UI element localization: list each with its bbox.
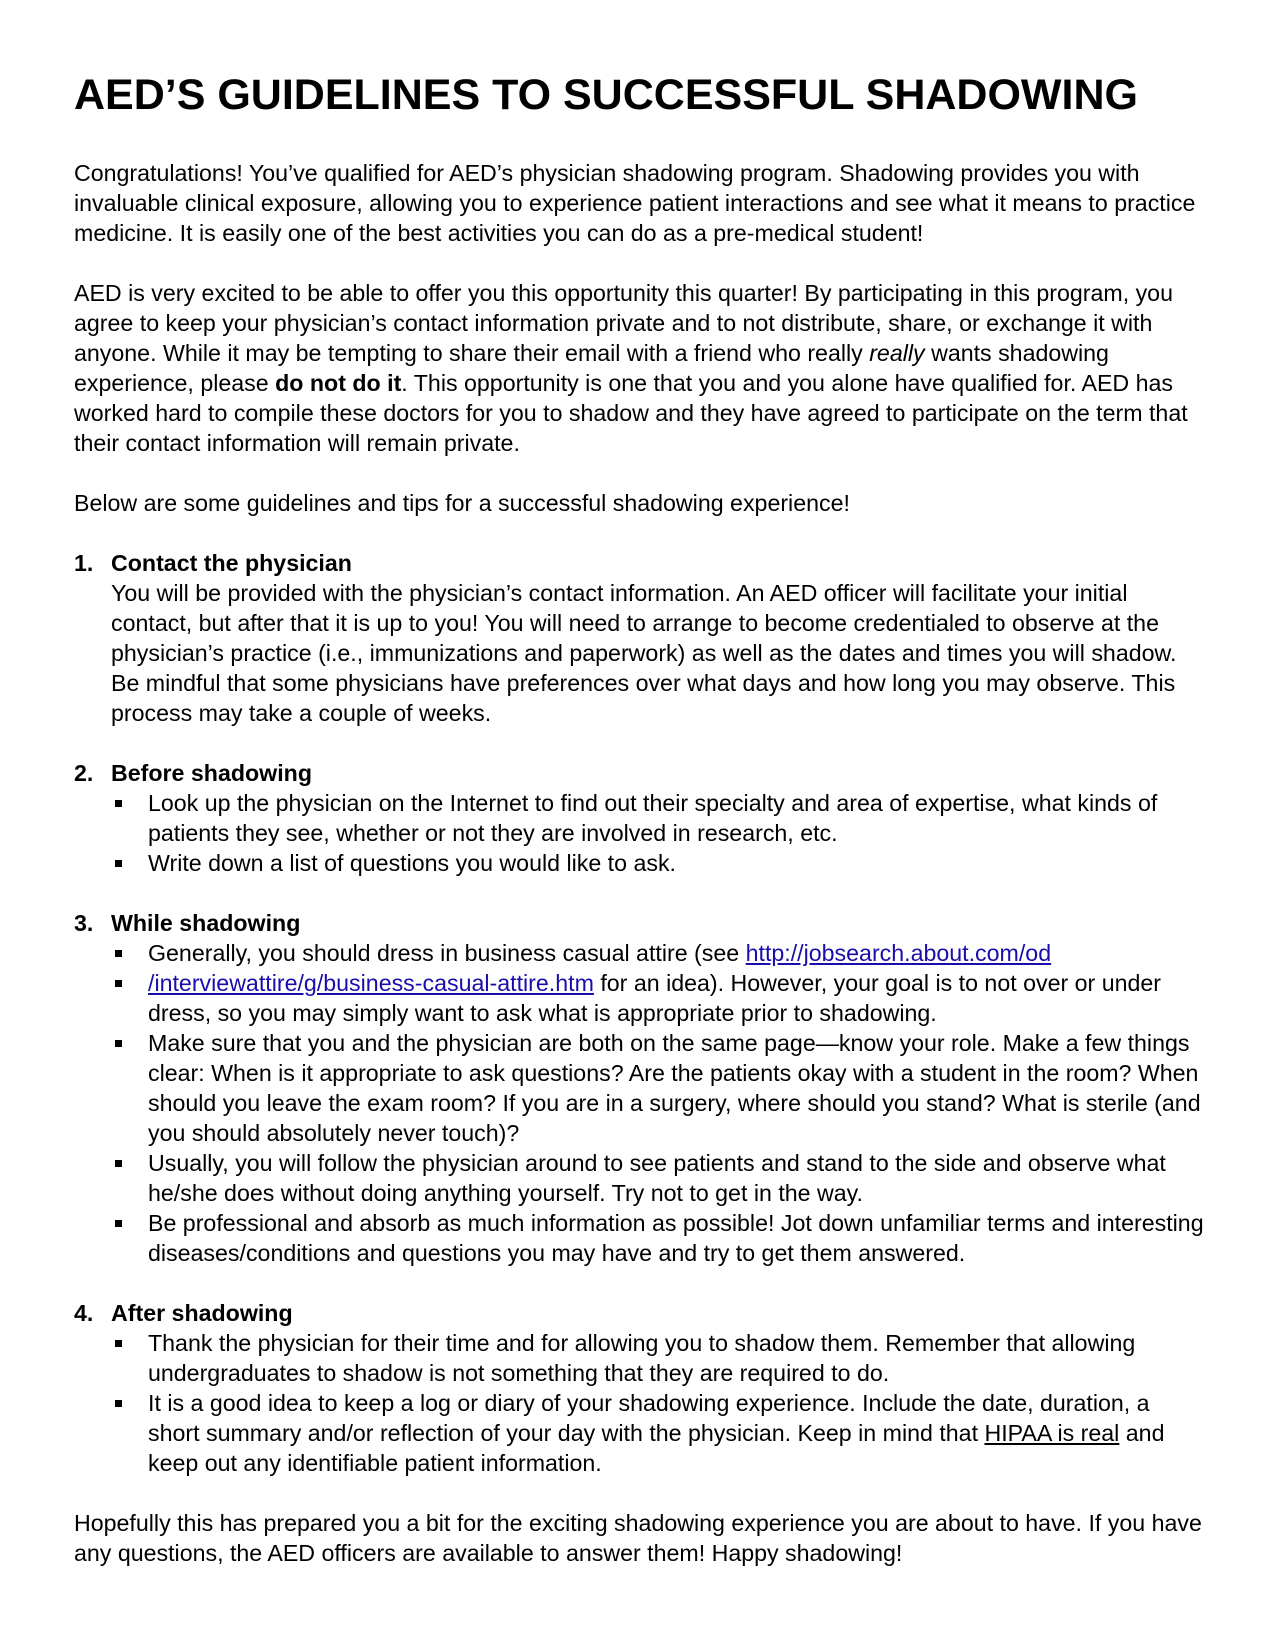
closing-paragraph: Hopefully this has prepared you a bit for the exciting shadowing experience you are about to have. If you have any questions, the AED officers are available to answer them! Happy shadowing!: [74, 1510, 1202, 1566]
bullet-list: [74, 1328, 1204, 1478]
section-heading: [74, 548, 1204, 578]
section-number: 4.: [74, 1300, 94, 1326]
list-item: Make sure that you and the physician are both on the same page—know your role. Make a few things clear: When is it appropriate to ask questions? Are the patients okay with a student in the room? When should you leave the exam room? If you are in a surgery, where should you stand? What is sterile (and you should absolutely never touch)?: [111, 1028, 1204, 1148]
section-heading-text: Before shadowing: [111, 760, 312, 786]
section-heading-text: Contact the physician: [111, 550, 352, 576]
section-contact-physician: [74, 548, 1204, 728]
log-text-after: and keep out any identifiable patient information.: [148, 1420, 1165, 1476]
lead-in-paragraph: Below are some guidelines and tips for a successful shadowing experience!: [74, 490, 850, 516]
bullet-list: [74, 938, 1204, 1268]
section-heading-text: While shadowing: [111, 910, 301, 936]
privacy-text-3: . This opportunity is one that you and you alone have qualified for. AED has worked hard to compile these doctors for you to shadow and they have agreed to participate on the term that their contact information will remain private.: [74, 370, 1188, 456]
intro-paragraph: Congratulations! You’ve qualified for AED’s physician shadowing program. Shadowing provides you with invaluable clinical exposure, allowing you to experience patient interactions and see what it means to practice medicine. It is easily one of the best activities you can do as a pre-medical student!: [74, 160, 1196, 246]
section-number: 2.: [74, 760, 94, 786]
log-text-before: It is a good idea to keep a log or diary of your shadowing experience. Include the date, duration, a short summary and/or reflection of your day with the physician. Keep in mind that: [148, 1390, 1150, 1446]
document-page: [74, 70, 1204, 1568]
list-item: Be professional and absorb as much information as possible! Jot down unfamiliar terms and interesting diseases/conditions and questions you may have and try to get them answered.: [111, 1208, 1204, 1268]
list-item-dress-code-cont: [111, 968, 1204, 1028]
bullet-list: [74, 788, 1204, 878]
dress-text-after: for an idea). However, your goal is to not over or under dress, so you may simply want to ask what is appropriate prior to shadowing.: [148, 970, 1162, 1026]
list-item-dress-code: [111, 938, 1204, 968]
section-while-shadowing: [74, 908, 1204, 1268]
section-heading: [74, 758, 1204, 788]
section-after-shadowing: [74, 1298, 1204, 1478]
list-item-log: [111, 1388, 1204, 1478]
attire-link-part1[interactable]: http://jobsearch.about.com/od: [745, 940, 1052, 966]
page-title: AED’S GUIDELINES TO SUCCESSFUL SHADOWING: [74, 71, 1138, 119]
dress-text-before: Generally, you should dress in business casual attire (see: [148, 940, 746, 966]
section-number: 1.: [74, 550, 94, 576]
privacy-paragraph: [74, 278, 1204, 458]
privacy-text-1: AED is very excited to be able to offer you this opportunity this quarter! By participating in this program, you agree to keep your physician’s contact information private and to not distribute, share, or exchange it with anyone. While it may be tempting to share their email with a friend who really: [74, 280, 1173, 366]
list-item: Usually, you will follow the physician around to see patients and stand to the side and observe what he/she does without doing anything yourself. Try not to get in the way.: [111, 1148, 1204, 1208]
privacy-text-2: wants shadowing experience, please: [74, 340, 1109, 396]
list-item: Look up the physician on the Internet to find out their specialty and area of expertise, what kinds of patients they see, whether or not they are involved in research, etc.: [111, 788, 1204, 848]
section-body: You will be provided with the physician’s contact information. An AED officer will facilitate your initial contact, but after that it is up to you! You will need to arrange to become credentialed to observe at the physician’s practice (i.e., immunizations and paperwork) as well as the dates and times you will shadow. Be mindful that some physicians have preferences over what days and how long you may observe. This process may take a couple of weeks.: [111, 580, 1177, 726]
section-before-shadowing: [74, 758, 1204, 878]
section-number: 3.: [74, 910, 94, 936]
hipaa-link[interactable]: HIPAA is real: [984, 1420, 1120, 1446]
list-item: Write down a list of questions you would like to ask.: [111, 848, 1204, 878]
section-heading-text: After shadowing: [111, 1300, 293, 1326]
section-heading: [74, 908, 1204, 938]
attire-link-part2[interactable]: /interviewattire/g/business-casual-attire.htm: [148, 970, 594, 996]
list-item: Thank the physician for their time and for allowing you to shadow them. Remember that allowing undergraduates to shadow is not something that they are required to do.: [111, 1328, 1204, 1388]
privacy-emphasis: really: [869, 340, 925, 366]
privacy-strong: do not do it: [275, 370, 402, 396]
section-heading: [74, 1298, 1204, 1328]
